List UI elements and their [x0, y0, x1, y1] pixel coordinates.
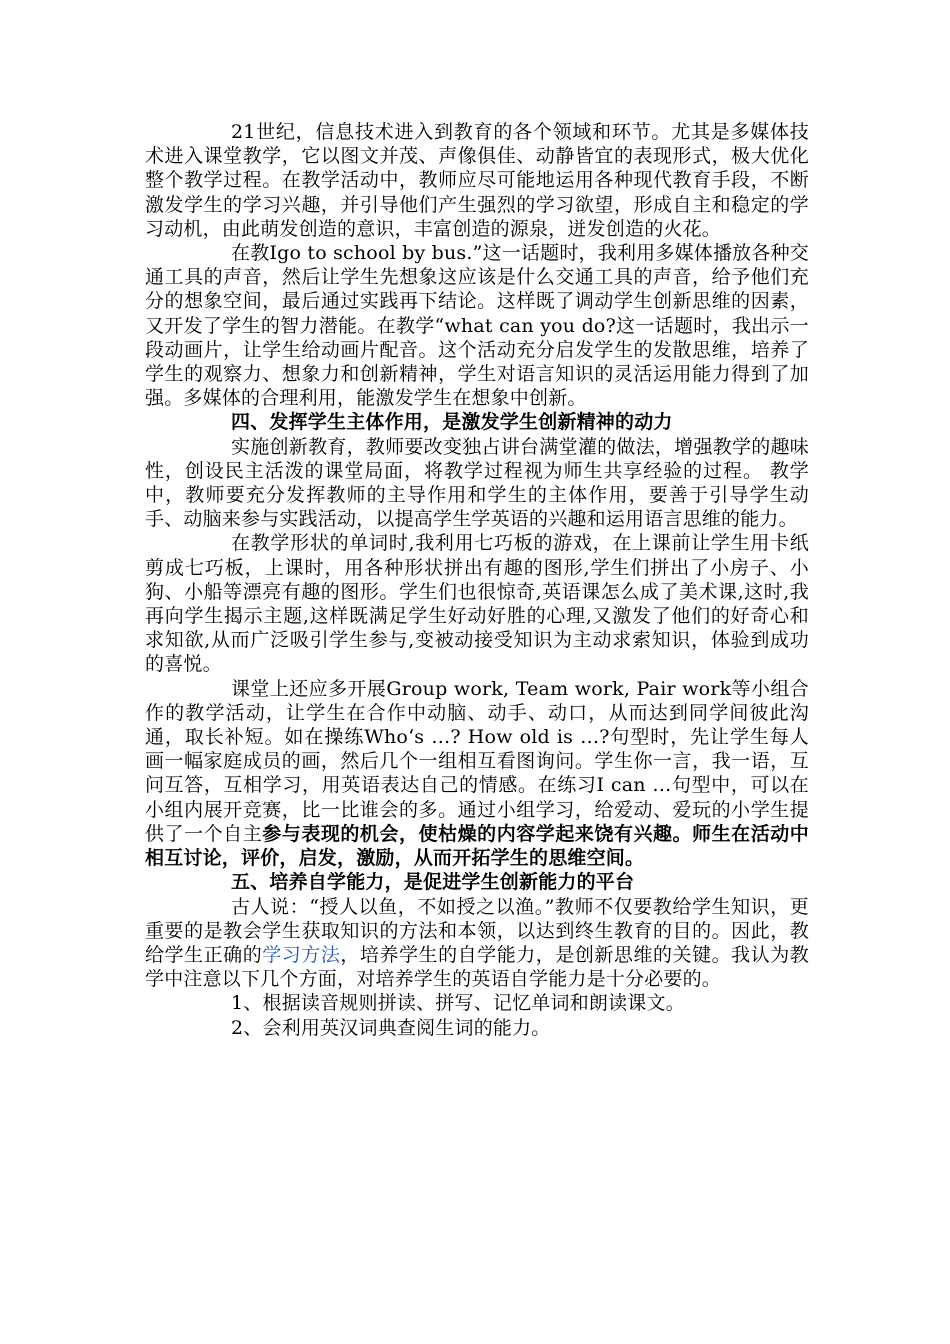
- paragraph-bold-text: 参与表现的机会，使枯燥的内容学起来饶有兴趣。师生在活动中相互讨论，评价，启发，激励，从而开拓学生的思维空间。: [145, 822, 809, 870]
- section-heading-five: [145, 870, 809, 894]
- learning-methods-link[interactable]: 学习方法: [262, 943, 341, 966]
- paragraph-text: 古人说：“授人以鱼，不如授之以渔。”教师不仅要教给学生知识，更重要的是教会学生获取知识的方法和本领，以达到终生教育的目的。因此，教给学生正确的: [145, 895, 809, 966]
- paragraph-multimedia-intro: [145, 120, 809, 241]
- paragraph-self-study: [145, 895, 809, 992]
- paragraph-text: 在教Igo to school by bus.”这一话题时，我利用多媒体播放各种交通工具的声音，然后让学生先想象这应该是什么交通工具的声音，给予他们充分的想象空间，最后通过实践再下结论。这样既了调动学生创新思维的因素，又开发了学生的智力潜能。在教学“what can you do?这一话题时，我出示一段动画片，让学生给动画片配音。这个活动充分启发学生的发散思维，培养了学生的观察力、想象力和创新精神，学生对语言知识的灵活运用能力得到了加强。多媒体的合理利用，能激发学生在想象中创新。: [145, 242, 809, 410]
- section-heading-four: [145, 410, 809, 434]
- paragraph-text: 21世纪，信息技术进入到教育的各个领域和环节。尤其是多媒体技术进入课堂教学，它以图文并茂、声像俱佳、动静皆宜的表现形式，极大优化整个教学过程。在教学活动中，教师应尽可能地运用各种现代教育手段，不断激发学生的学习兴趣，并引导他们产生强烈的学习欲望，形成自主和稳定的学习动机，由此萌发创造的意识，丰富创造的源泉，迸发创造的火花。: [145, 121, 809, 240]
- paragraph-text: 在教学形状的单词时,我利用七巧板的游戏，在上课前让学生用卡纸剪成七巧板，上课时，用各种形状拼出有趣的图形,学生们拼出了小房子、小狗、小船等漂亮有趣的图形。学生们也很惊奇,英语课怎么成了美术课,这时,我再向学生揭示主题,这样既满足学生好动好胜的心理,又激发了他们的好奇心和求知欲,从而广泛吸引学生参与,变被动接受知识为主动求索知识，体验到成功的喜悦。: [145, 532, 809, 676]
- paragraph-group-work: [145, 677, 809, 871]
- heading-text: 四、发挥学生主体作用，是激发学生创新精神的动力: [231, 411, 673, 434]
- paragraph-student-subject: [145, 435, 809, 532]
- paragraph-text: 实施创新教育，教师要改变独占讲台满堂灌的做法，增强教学的趣味性，创设民主活泼的课堂局面，将教学过程视为师生共享经验的过程。 教学中，教师要充分发挥教师的主导作用和学生的主体作用，要善于引导学生动手、动脑来参与实践活动，以提高学生学英语的兴趣和运用语言思维的能力。: [145, 435, 809, 531]
- list-item-2: [145, 1016, 809, 1040]
- paragraph-text: ，培养学生的自学能力，是创新思维的关键。我认为教学中注意以下几个方面，对培养学生的英语自学能力是十分必要的。: [145, 943, 809, 991]
- list-item-1: [145, 991, 809, 1015]
- paragraph-tangram-example: [145, 531, 809, 676]
- list-item-text: 2、会利用英汉词典查阅生词的能力。: [231, 1016, 551, 1039]
- list-item-text: 1、根据读音规则拼读、拼写、记忆单词和朗读课文。: [231, 992, 685, 1015]
- document-body: [145, 120, 809, 1040]
- paragraph-text: 课堂上还应多开展Group work, Team work, Pair work等小组合作的教学活动，让学生在合作中动脑、动手、动口，从而达到同学间彼此沟通，取长补短。如在操练Who‘s …? How old is …?句型时，先让学生每人画一幅家庭成员的画，然后几个一组相互看图询问。学生你一言，我一语，互问互答，互相学习，用英语表达自己的情感。在练习I can …句型中，可以在小组内展开竞赛，比一比谁会的多。通过小组学习，给爱动、爱玩的小学生提供了一个自主: [145, 677, 809, 845]
- heading-text: 五、培养自学能力，是促进学生创新能力的平台: [231, 871, 635, 894]
- paragraph-multimedia-example: [145, 241, 809, 410]
